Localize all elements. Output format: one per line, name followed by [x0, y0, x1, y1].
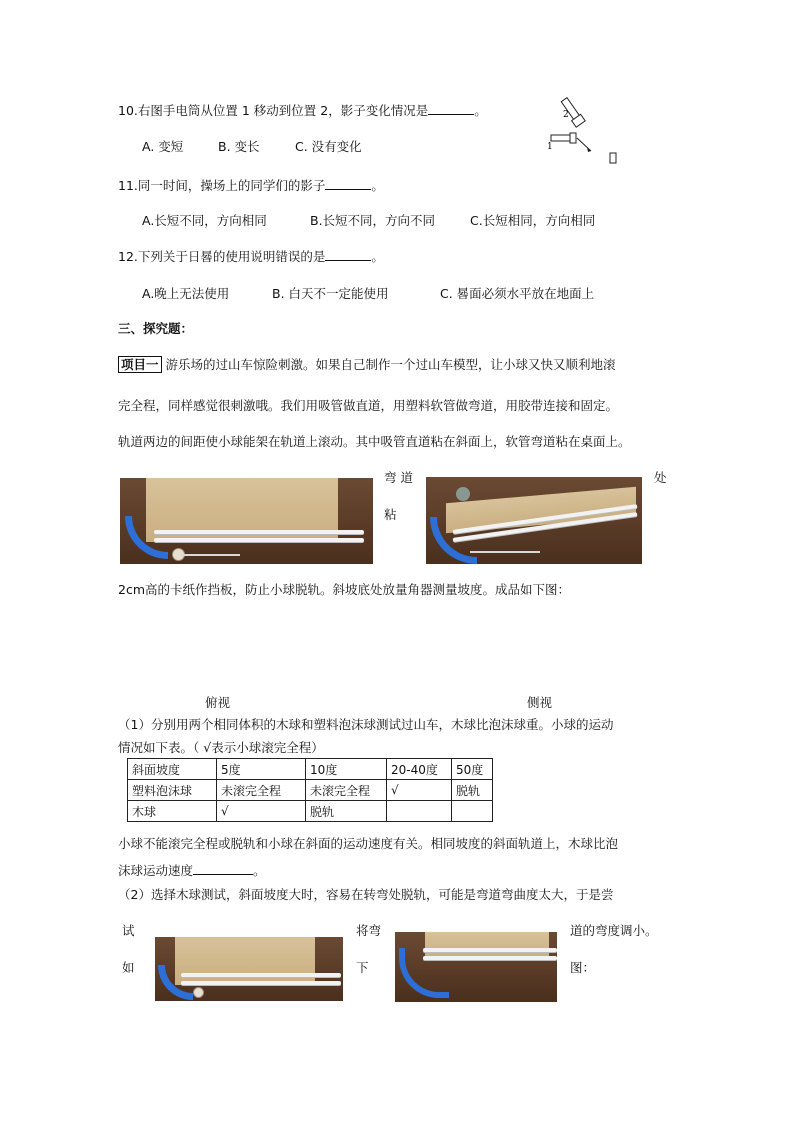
part2-word-xia: 下 [356, 960, 369, 975]
table-cell: 脱轨 [452, 780, 493, 801]
bend-after-photo [395, 932, 557, 1002]
q12-stem: 12.下列关于日晷的使用说明错误的是 。 [118, 249, 384, 264]
q11-option-b[interactable]: B.长短不同，方向不同 [310, 213, 436, 228]
table-row [128, 801, 493, 822]
position-2-label: 2 [563, 110, 569, 120]
float-text-wandao: 弯 道 [384, 470, 413, 485]
position-1-label: 1 [547, 142, 553, 152]
part1-line1: （1）分别用两个相同体积的木球和塑料泡沫球测试过山车，木球比泡沫球重。小球的运动 [118, 717, 614, 732]
q11-blank[interactable] [325, 177, 371, 190]
flashlight-icon [551, 133, 576, 143]
part2-word-tail: 道的弯度调小。 [570, 923, 658, 938]
q11-option-a[interactable]: A.长短不同，方向相同 [142, 213, 267, 228]
q12-blank[interactable] [325, 248, 371, 261]
table-cell: 10度 [306, 759, 387, 780]
q11-option-c[interactable]: C.长短相同，方向相同 [470, 213, 596, 228]
table-cell [452, 801, 493, 822]
bend-before-photo [155, 937, 343, 1001]
float-text-chu: 处 [654, 470, 667, 485]
part2-line1: （2）选择木球测试，斜面坡度大时，容易在转弯处脱轨，可能是弯道弯曲度太大，于是尝 [118, 887, 614, 902]
speed-blank[interactable] [193, 862, 253, 875]
part2-word-tu: 图： [570, 960, 596, 975]
q12-option-b[interactable]: B. 白天不一定能使用 [272, 286, 389, 301]
table-cell: 木球 [128, 801, 217, 822]
table-cell: √ [387, 780, 452, 801]
project-paragraph-line1: 项目一 游乐场的过山车惊险刺激。如果自己制作一个过山车模型，让小球又快又顺利地滚 [118, 355, 616, 373]
top-view-photo [120, 478, 373, 564]
project-label: 项目一 [118, 356, 162, 373]
project-paragraph-line3: 轨道两边的间距使小球能架在轨道上滚动。其中吸管直道粘在斜面上，软管弯道粘在桌面上。 [118, 434, 631, 449]
side-view-photo [426, 477, 642, 564]
part2-word-jiangwan: 将弯 [356, 923, 382, 938]
project-paragraph-line2: 完全程，同样感觉很刺激哦。我们用吸管做直道，用塑料软管做弯道，用胶带连接和固定。 [118, 398, 619, 413]
table-row [128, 759, 493, 780]
q10-stem: 10.右图手电筒从位置 1 移动到位置 2，影子变化情况是 。 [118, 103, 487, 118]
table-cell: 未滚完全程 [306, 780, 387, 801]
table-cell [387, 801, 452, 822]
table-cell: 脱轨 [306, 801, 387, 822]
table-cell: 5度 [217, 759, 306, 780]
q10-blank[interactable] [428, 102, 474, 115]
q10-option-c[interactable]: C. 没有变化 [295, 139, 362, 154]
q11-stem: 11.同一时间，操场上的同学们的影子 。 [118, 178, 384, 193]
table-cell: 塑料泡沫球 [128, 780, 217, 801]
part2-word-shi: 试 [122, 923, 135, 938]
project-paragraph-line4: 2cm高的卡纸作挡板，防止小球脱轨。斜坡底处放量角器测量坡度。成品如下图： [118, 582, 571, 597]
part1-after1: 小球不能滚完全程或脱轨和小球在斜面的运动速度有关。相同坡度的斜面轨道上，木球比泡 [118, 836, 619, 851]
q12-option-c[interactable]: C. 晷面必须水平放在地面上 [440, 286, 595, 301]
table-cell: 20-40度 [387, 759, 452, 780]
table-row [128, 780, 493, 801]
flashlight-figure [543, 95, 623, 167]
table-cell: 斜面坡度 [128, 759, 217, 780]
part1-line2: 情况如下表。（ √表示小球滚完全程） [118, 740, 324, 755]
caption-top-view: 俯视 [205, 695, 231, 710]
table-cell: 50度 [452, 759, 493, 780]
q12-option-a[interactable]: A.晚上无法使用 [142, 286, 230, 301]
part2-word-ru: 如 [122, 960, 135, 975]
table-cell: 未滚完全程 [217, 780, 306, 801]
table-cell: √ [217, 801, 306, 822]
section-heading: 三、探究题： [118, 321, 194, 336]
part1-after2: 沫球运动速度 。 [118, 863, 266, 878]
caption-side-view: 侧视 [527, 695, 553, 710]
results-table [127, 758, 493, 822]
float-text-zhan: 粘 [384, 507, 397, 522]
q10-option-b[interactable]: B. 变长 [218, 139, 260, 154]
q10-option-a[interactable]: A. 变短 [142, 139, 184, 154]
